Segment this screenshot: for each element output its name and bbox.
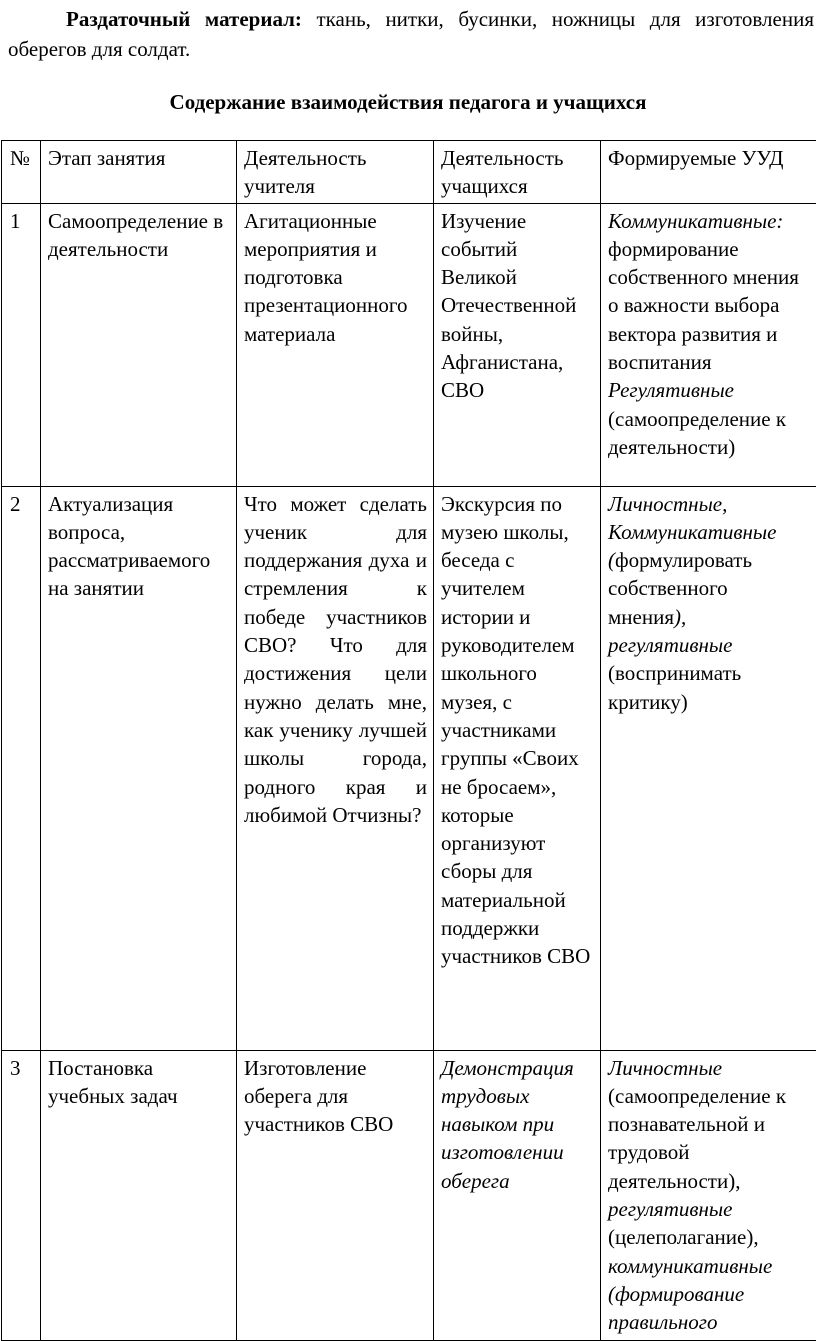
row-student-activity: Экскурсия по музею школы, беседа с учителем истории и руководителем школьного музея, с участниками группы «Своих не бросаем», которые организуют сборы для материальной поддержки участников СВО (434, 486, 601, 1050)
uud-regulative-text: (воспринимать критику) (608, 661, 741, 713)
row-stage: Постановка учебных задач (41, 1050, 237, 1340)
handout-label: Раздаточный материал: (66, 7, 302, 31)
section-heading: Содержание взаимодействия педагога и учащихся (0, 88, 816, 116)
table-header-row (2, 141, 816, 204)
row-number: 3 (2, 1050, 41, 1340)
row-uud (601, 486, 816, 1050)
uud-regulative-label: ), регулятивные (608, 605, 732, 657)
student-activity-italic: Демонстрация трудовых навыком при изготовлении оберега (441, 1056, 574, 1193)
uud-communicative-label: коммуникативные (формирование правильного (608, 1254, 772, 1335)
lesson-table (1, 140, 816, 1341)
row-teacher-activity: Что может сделать ученик для поддержания духа и стремления к победе участников СВО? Что для достижения цели нужно делать мне, как ученику лучшей школы города, родного края и любимой Отчизны? (237, 486, 434, 1050)
header-number: № (2, 141, 41, 204)
header-stage: Этап занятия (41, 141, 237, 204)
handout-text: ткань, нитки, бусинки, ножницы для изготовления оберегов для солдат. (8, 7, 814, 61)
row-number: 2 (2, 486, 41, 1050)
row-number: 1 (2, 203, 41, 486)
uud-regulative-text: (самоопределение к деятельности) (608, 407, 786, 459)
uud-personal-label: Личностные (608, 1056, 722, 1080)
row-student-activity: Изучение событий Великой Отечественной войны, Афганистана, СВО (434, 203, 601, 486)
uud-communicative-label: Коммуникативные: (608, 209, 783, 233)
uud-personal-text: (самоопределение к познавательной и трудовой деятельности), (608, 1084, 786, 1193)
uud-personal-text: формулировать собственного мнения (608, 548, 752, 629)
row-teacher-activity: Агитационные мероприятия и подготовка презентационного материала (237, 203, 434, 486)
row-stage: Актуализация вопроса, рассматриваемого на занятии (41, 486, 237, 1050)
row-teacher-activity: Изготовление оберега для участников СВО (237, 1050, 434, 1340)
table-row (2, 203, 816, 486)
uud-regulative-label: Регулятивные (608, 378, 734, 402)
row-uud (601, 1050, 816, 1340)
uud-regulative-label: регулятивные (608, 1197, 732, 1221)
row-uud (601, 203, 816, 486)
header-student-activity: Деятельность учащихся (434, 141, 601, 204)
header-uud: Формируемые УУД (601, 141, 816, 204)
uud-personal-label: Личностные, Коммуникативные ( (608, 492, 776, 573)
table-row (2, 1050, 816, 1340)
uud-communicative-text: формирование собственного мнения о важности выбора вектора развития и воспитания (608, 237, 799, 374)
uud-regulative-text: (целеполагание), (608, 1225, 759, 1249)
row-student-activity (434, 1050, 601, 1340)
table-row (2, 486, 816, 1050)
handout-paragraph (8, 4, 814, 64)
row-stage: Самоопределение в деятельности (41, 203, 237, 486)
header-teacher-activity: Деятельность учителя (237, 141, 434, 204)
